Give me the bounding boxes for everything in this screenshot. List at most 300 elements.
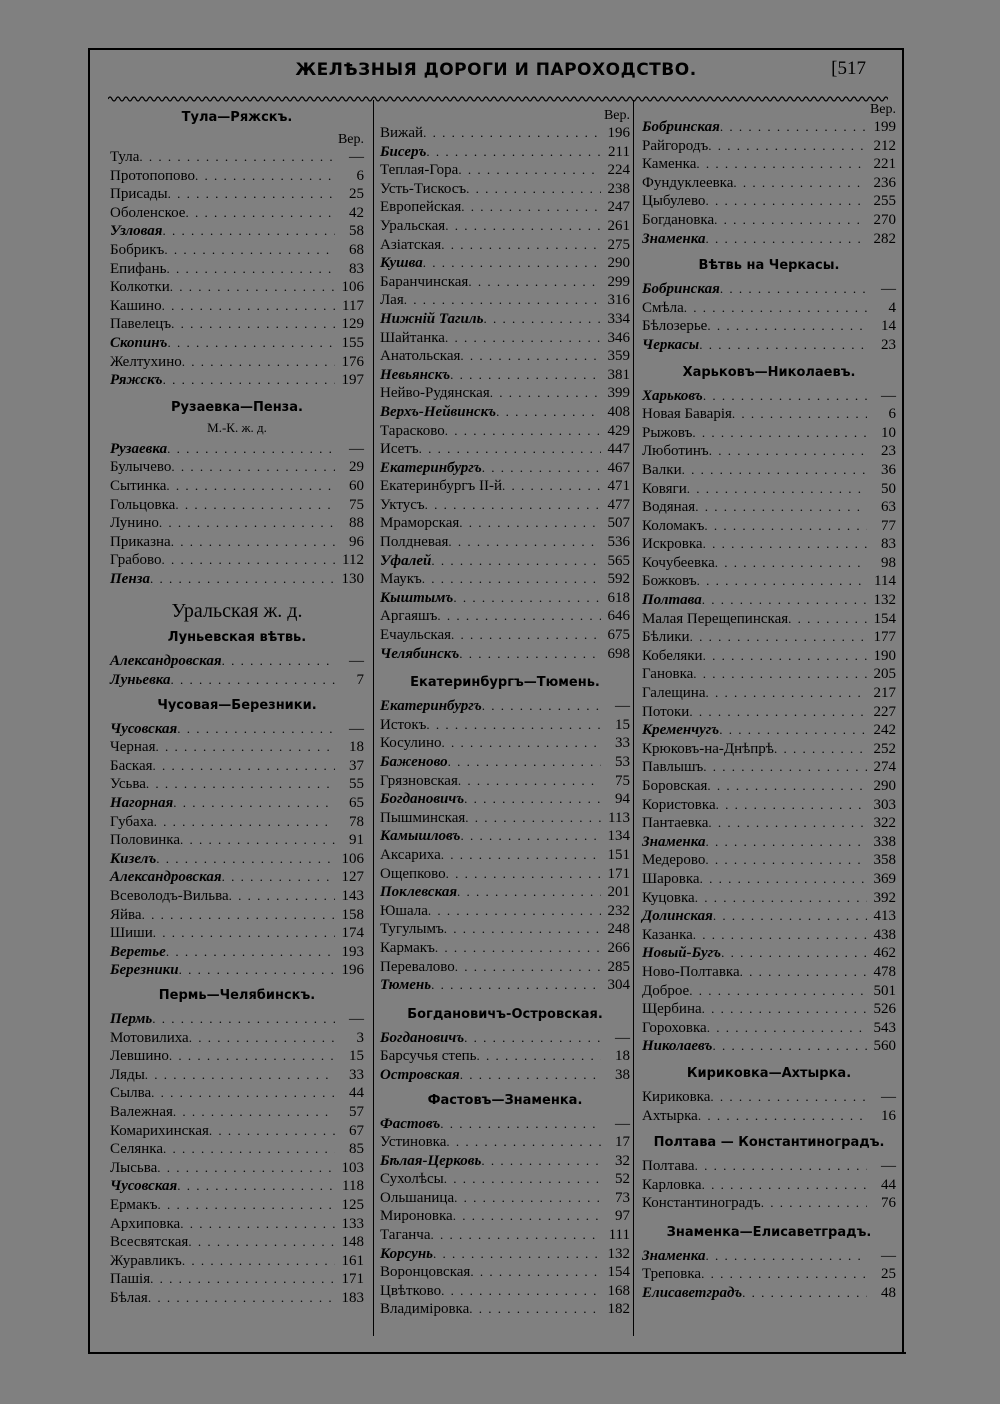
verst-value: 15 (615, 716, 630, 733)
station-name: Веретье (110, 943, 166, 960)
dot-leader (700, 870, 867, 889)
station-row (380, 329, 630, 348)
station-name: Елисаветградъ (642, 1285, 743, 1302)
dot-leader (459, 514, 601, 533)
station-name: Лысьва (110, 1159, 158, 1176)
dot-leader (496, 403, 601, 422)
station-name: Смѣла (642, 299, 684, 316)
dot-leader (689, 982, 867, 1001)
station-name: Теплая-Гора (380, 162, 459, 179)
station-row (642, 461, 896, 480)
dot-leader (460, 347, 601, 366)
station-name: Екатеринбургъ (380, 459, 482, 476)
station-list (110, 652, 364, 689)
station-row (380, 533, 630, 552)
verst-value: 471 (607, 478, 630, 495)
station-name: Чусовская (110, 1178, 178, 1195)
station-name: Комарихинская (110, 1122, 209, 1139)
dot-leader (715, 554, 867, 573)
station-list (110, 720, 364, 980)
station-row (642, 174, 896, 193)
station-row (642, 1176, 896, 1195)
station-name: Нагорная (110, 795, 174, 812)
station-row (110, 1029, 364, 1048)
verst-value: 113 (608, 809, 630, 826)
dot-leader (693, 665, 867, 684)
dot-leader (446, 1133, 601, 1152)
dot-leader (171, 458, 335, 477)
dot-leader (423, 124, 601, 143)
verst-value: 103 (341, 1159, 364, 1176)
station-name: Кременчугъ (642, 722, 720, 739)
verst-value: 413 (873, 908, 896, 925)
station-name: Губаха (110, 813, 154, 830)
section-title: Харьковъ—Николаевъ. (682, 364, 856, 380)
verst-value: 467 (607, 459, 630, 476)
station-name: Владиміровка (380, 1301, 470, 1318)
station-row (110, 1270, 364, 1289)
station-row (380, 589, 630, 608)
station-list (642, 118, 896, 248)
station-name: Рыжовъ (642, 424, 693, 441)
dot-leader (422, 570, 601, 589)
station-row (110, 850, 364, 869)
station-row (642, 405, 896, 424)
station-row (642, 155, 896, 174)
station-name: Всеволодъ-Вильва (110, 888, 229, 904)
station-row (642, 424, 896, 443)
dot-leader (774, 740, 867, 759)
verst-value: 675 (607, 627, 630, 644)
dot-leader (761, 1194, 867, 1213)
station-row (110, 1289, 364, 1308)
station-name: Водяная (642, 499, 696, 516)
verst-value: 238 (607, 180, 630, 197)
verst-value: 392 (873, 889, 896, 906)
station-row (110, 887, 364, 906)
station-row (642, 926, 896, 945)
dot-leader (455, 958, 601, 977)
station-name: Усть-Тискосъ (380, 180, 467, 197)
station-name: Лая (380, 292, 404, 309)
verst-value: 158 (341, 906, 364, 923)
dot-leader (182, 1252, 335, 1271)
dot-leader (490, 384, 601, 403)
station-row (380, 459, 630, 478)
verst-value: 316 (607, 292, 630, 309)
station-name: Фундуклеевка (642, 174, 734, 191)
station-row (380, 1066, 630, 1085)
station-row (380, 254, 630, 273)
station-name: Александровская (110, 869, 222, 886)
station-row (380, 366, 630, 385)
station-row (380, 496, 630, 515)
station-list (642, 1088, 896, 1125)
verst-value: 83 (349, 260, 364, 277)
verst-value: 478 (873, 963, 896, 980)
station-name: Исетъ (380, 441, 419, 458)
station-row (380, 865, 630, 884)
dot-leader (719, 721, 867, 740)
dot-leader (703, 758, 867, 777)
station-name: Бѣлозерье (642, 318, 708, 335)
station-row (380, 827, 630, 846)
verst-value: 97 (615, 1208, 630, 1225)
verst-value: — (349, 653, 364, 670)
section-title: Знаменка—Елисаветградъ. (666, 1224, 872, 1240)
dot-leader (162, 297, 335, 316)
station-name: Поклевская (380, 884, 458, 901)
station-name: Фастовъ (380, 1115, 441, 1132)
verst-value: 168 (607, 1282, 630, 1299)
station-name: Сылва (110, 1085, 152, 1102)
station-name: Цвѣтково (380, 1282, 442, 1299)
verst-value: 68 (349, 241, 364, 258)
verst-value: 53 (615, 754, 630, 770)
dot-leader (153, 757, 335, 776)
verst-value: 98 (881, 554, 896, 571)
verst-value: 132 (607, 1245, 630, 1262)
verst-value: 526 (873, 1001, 896, 1018)
station-list (110, 148, 364, 390)
verst-value: 77 (881, 517, 896, 534)
verst-value: 381 (607, 366, 630, 383)
station-name: Невьянскъ (380, 366, 451, 383)
dot-leader (229, 887, 335, 906)
verst-value: 359 (607, 348, 630, 365)
dot-leader (431, 552, 601, 571)
verst-value: 536 (607, 534, 630, 551)
station-name: Гольцовка (110, 496, 176, 513)
verst-value: 252 (873, 740, 896, 757)
station-row (642, 211, 896, 230)
station-row (110, 1010, 364, 1029)
station-row (110, 1215, 364, 1234)
station-row (380, 384, 630, 403)
station-row (380, 403, 630, 422)
station-row (110, 371, 364, 390)
station-name: Божковъ (642, 573, 697, 590)
dot-leader (189, 1029, 335, 1048)
station-name: Шаровка (642, 870, 700, 887)
station-name: Узловая (110, 223, 163, 240)
dot-leader (162, 222, 335, 241)
station-row (642, 665, 896, 684)
dot-leader (699, 336, 867, 355)
verst-value: 37 (349, 757, 364, 774)
dot-leader (139, 148, 335, 167)
station-row (110, 1233, 364, 1252)
verst-value: 358 (873, 852, 896, 869)
verst-value: 29 (349, 459, 364, 476)
verst-value: 96 (349, 533, 364, 550)
station-list (380, 1115, 630, 1320)
dot-leader (180, 831, 335, 850)
station-name: Екатеринбургъ (380, 698, 482, 715)
verst-value: 55 (349, 776, 364, 793)
dot-leader (166, 943, 335, 962)
station-row (110, 738, 364, 757)
verst-value: 592 (607, 571, 630, 588)
verst-value: 618 (607, 589, 630, 606)
dot-leader (721, 944, 867, 963)
dot-leader (195, 167, 335, 186)
verst-value: 33 (615, 735, 630, 752)
station-name: Ковяги (642, 480, 687, 497)
station-row (380, 883, 630, 902)
dot-leader (705, 833, 867, 852)
station-name: Сытинка (110, 477, 167, 494)
dot-leader (404, 291, 601, 310)
station-name: Бобринская (642, 281, 720, 298)
dot-leader (163, 1140, 335, 1159)
station-name: Пантаевка (642, 815, 709, 832)
dot-leader (460, 1066, 601, 1085)
verst-value: 232 (607, 902, 630, 919)
station-row (110, 775, 364, 794)
dot-leader (706, 684, 868, 703)
station-name: Нижній Тагиль (380, 310, 484, 327)
dot-leader (702, 1000, 867, 1019)
station-name: Куцовка (642, 889, 695, 906)
verst-value: 248 (607, 921, 630, 938)
station-row (642, 907, 896, 926)
verst-value: 501 (873, 982, 896, 999)
station-row (642, 814, 896, 833)
dot-leader (435, 939, 601, 958)
verst-value: 75 (349, 496, 364, 513)
station-row (642, 944, 896, 963)
station-row (380, 422, 630, 441)
station-row (110, 551, 364, 570)
dot-leader (441, 1282, 601, 1301)
dot-leader (703, 535, 867, 554)
verst-value: 183 (341, 1289, 364, 1306)
station-name: Воронцовская (380, 1264, 471, 1281)
station-name: Шиши (110, 925, 153, 942)
dot-leader (154, 813, 335, 832)
station-name: Устиновка (380, 1134, 447, 1151)
verst-value: 227 (873, 703, 896, 720)
verst-value: 282 (873, 230, 896, 247)
verst-value: 261 (607, 217, 630, 234)
station-row (110, 570, 364, 589)
verst-value: 182 (607, 1301, 630, 1318)
dot-leader (168, 185, 335, 204)
dot-leader (693, 926, 867, 945)
station-row (380, 697, 630, 716)
station-name: Черная (110, 739, 156, 756)
station-name: Кориcтовка (642, 796, 716, 813)
verst-value: 270 (873, 211, 896, 228)
dot-leader (423, 254, 601, 273)
verst-value: 143 (341, 888, 364, 904)
dot-leader (481, 1152, 601, 1171)
verst-value: 177 (873, 629, 896, 646)
station-row (380, 570, 630, 589)
dot-leader (222, 868, 335, 887)
dot-leader (163, 371, 335, 390)
station-name: Пермь (110, 1010, 153, 1027)
section-title: Луньевская вѣтвь. (167, 630, 307, 646)
dot-leader (446, 865, 601, 884)
station-name: Доброе (642, 982, 690, 999)
station-name: Журавликъ (110, 1252, 182, 1269)
dot-leader (169, 1047, 335, 1066)
station-name: Тугулымъ (380, 921, 444, 938)
verst-value: 91 (349, 832, 364, 849)
verst-value: — (881, 387, 896, 404)
station-row (642, 758, 896, 777)
verst-value: 76 (881, 1195, 896, 1212)
station-name: Верхъ-Нейвинскъ (380, 403, 497, 420)
station-name: Мраморская (380, 515, 460, 532)
station-row (642, 336, 896, 355)
verst-value: 190 (873, 647, 896, 664)
dot-leader (156, 738, 336, 757)
station-row (642, 1037, 896, 1056)
station-row (380, 920, 630, 939)
station-row (380, 1115, 630, 1134)
verst-value: 242 (873, 722, 896, 739)
station-row (642, 889, 896, 908)
station-row (642, 1194, 896, 1213)
dot-leader (156, 850, 335, 869)
station-name: Кизелъ (110, 850, 157, 867)
timetable-page (88, 48, 904, 1354)
verst-value: 33 (349, 1066, 364, 1083)
dot-leader (701, 1265, 867, 1284)
station-row (110, 1084, 364, 1103)
verst-value: 7 (356, 672, 364, 689)
verst-value: 63 (881, 499, 896, 516)
station-name: Рузаевка (110, 440, 168, 457)
station-row (110, 1196, 364, 1215)
dot-leader (173, 794, 335, 813)
station-row (380, 958, 630, 977)
dot-leader (464, 1029, 601, 1048)
dot-leader (159, 514, 335, 533)
verst-value: 211 (608, 143, 630, 160)
verst-value: 698 (607, 645, 630, 662)
station-name: Долинская (642, 908, 713, 925)
station-name: Кобеляки (642, 647, 703, 664)
station-row (642, 498, 896, 517)
station-name: Уральская (380, 217, 446, 234)
station-name: Крюковъ-на-Днѣпрѣ (642, 740, 774, 757)
station-name: Полтава (642, 592, 702, 609)
station-name: Екатеринбургъ II-й (380, 478, 502, 495)
verst-value: 299 (607, 273, 630, 290)
dot-leader (457, 883, 601, 902)
station-name: Уфалей (380, 552, 432, 569)
dot-leader (698, 1107, 867, 1126)
station-list (642, 1247, 896, 1303)
station-row (380, 198, 630, 217)
station-row (380, 1170, 630, 1189)
verst-value: 193 (341, 943, 364, 960)
dot-leader (733, 174, 867, 193)
station-name: Грабово (110, 552, 162, 569)
verst-value: — (881, 281, 896, 298)
verst-value: 38 (615, 1066, 630, 1083)
dot-leader (445, 422, 601, 441)
station-row (110, 1122, 364, 1141)
dot-leader (419, 440, 601, 459)
station-name: Николаевъ (642, 1038, 713, 1055)
station-name: Бѣлая (110, 1289, 148, 1306)
section-title: Вѣтвь на Черкасы. (698, 258, 840, 274)
station-row (110, 671, 364, 690)
station-row (642, 963, 896, 982)
dot-leader (171, 671, 335, 690)
station-row (642, 280, 896, 299)
station-row (110, 652, 364, 671)
station-row (380, 440, 630, 459)
station-name: Знаменка (642, 230, 706, 247)
dot-leader (469, 1300, 601, 1319)
verst-value: 134 (607, 828, 630, 845)
station-name: Боровская (642, 778, 708, 794)
dot-leader (695, 889, 867, 908)
verst-value: 114 (874, 573, 896, 590)
dot-leader (459, 645, 601, 664)
dot-leader (460, 827, 601, 846)
station-name: Кыштымъ (380, 589, 454, 606)
station-row (380, 273, 630, 292)
station-name: Яйва (110, 906, 142, 923)
station-name: Новый-Бугъ (642, 945, 722, 962)
station-row (380, 1226, 630, 1245)
verst-value: 266 (607, 939, 630, 956)
verst-value: 85 (349, 1141, 364, 1158)
station-name: Каменка (642, 156, 697, 173)
station-row (380, 1245, 630, 1264)
dot-leader (171, 315, 335, 334)
station-list (642, 1157, 896, 1213)
station-row (642, 796, 896, 815)
verst-value: 255 (873, 193, 896, 210)
dot-leader (171, 533, 335, 552)
dot-leader (465, 809, 601, 828)
dot-leader (482, 459, 601, 478)
station-row (380, 1300, 630, 1319)
verst-value: 106 (341, 279, 364, 296)
dot-leader (461, 198, 601, 217)
dot-leader (448, 533, 601, 552)
dot-leader (451, 626, 601, 645)
dot-leader (702, 591, 867, 610)
column-2 (380, 106, 630, 1319)
dot-leader (145, 1066, 335, 1085)
verst-label: Вер. (337, 132, 364, 147)
station-name: Черкасы (642, 336, 700, 353)
station-name: Треповка (642, 1266, 702, 1283)
station-name: Левшино (110, 1048, 169, 1065)
verst-value: 25 (881, 1266, 896, 1283)
station-row (642, 317, 896, 336)
dot-leader (158, 1196, 335, 1215)
station-name: Казанка (642, 926, 693, 943)
station-name: Бобринская (642, 119, 720, 135)
station-name: Присады (110, 186, 168, 203)
dot-leader (483, 310, 601, 329)
verst-value: 303 (873, 796, 896, 813)
station-name: Пышминская (380, 809, 466, 826)
verst-value: 52 (615, 1171, 630, 1188)
verst-value: 6 (356, 167, 364, 184)
verst-value: 16 (881, 1107, 896, 1124)
